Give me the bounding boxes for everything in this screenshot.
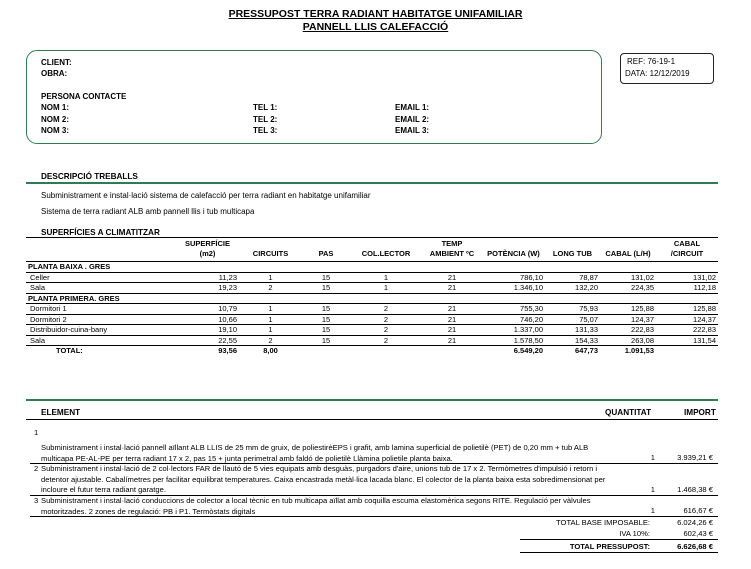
header-cell — [26, 239, 176, 262]
surfaces-cell: 75,93 — [545, 304, 600, 315]
header-cell: LONG TUB — [552, 249, 593, 258]
surfaces-cell: 1 — [350, 283, 422, 294]
surfaces-cell: 1 — [239, 325, 302, 336]
nom1-label: NOM 1: — [41, 103, 69, 112]
surfaces-cell: 1.578,50 — [482, 335, 545, 346]
surfaces-cell: 11,23 — [176, 272, 239, 283]
surfaces-cell: 222,83 — [656, 325, 718, 336]
surfaces-divider — [26, 237, 718, 238]
surfaces-cell: 15 — [302, 304, 350, 315]
surfaces-cell: 1 — [239, 314, 302, 325]
element-3-quantity: 1 — [650, 506, 655, 515]
elements-header-import: IMPORT — [684, 408, 716, 417]
surfaces-table — [26, 239, 718, 356]
surfaces-cell: 112,18 — [656, 283, 718, 294]
reference-date: DATA: 12/12/2019 — [625, 69, 690, 78]
surfaces-row — [26, 272, 718, 283]
surfaces-cell: 21 — [422, 283, 482, 294]
group-name: PLANTA BAIXA . GRES — [26, 262, 718, 273]
surfaces-cell: 224,35 — [600, 283, 656, 294]
totals-bottom-divider — [520, 552, 718, 553]
element-2-text: Subministrament i instal·lació de 2 col·lectors FAR de llautó de 5 vies equipats amb desguàs, purgadors d'aire, unions tub de 17 x 2. Termòmetres d'impulsió i retorn i detentor ajustable. Cabalímetres per facilitar equilibrat temperatures. Caixa encastrada metàl·lica lacada blanc. El colector de la planta baixa esta sobredimensionat per incloure el futur terra radiant garatge. — [41, 464, 606, 494]
surfaces-cell: Dormitori 1 — [26, 304, 176, 315]
elements-divider-top — [26, 399, 718, 401]
base-imposable-label: TOTAL BASE IMPOSABLE: — [556, 518, 650, 527]
reference-number: REF: 76-19-1 — [627, 57, 676, 66]
surfaces-cell: 131,33 — [545, 325, 600, 336]
surfaces-cell: 1.337,00 — [482, 325, 545, 336]
surfaces-cell: Distribuidor-cuina-bany — [26, 325, 176, 336]
surfaces-cell: 15 — [302, 335, 350, 346]
document-subtitle: PANNELL LLIS CALEFACCIÓ — [302, 21, 449, 33]
surfaces-cell: 19,23 — [176, 283, 239, 294]
surfaces-cell: Dormitori 2 — [26, 314, 176, 325]
element-3-amount: 616,67 € — [683, 506, 713, 515]
surfaces-cell: 10,79 — [176, 304, 239, 315]
surfaces-cell: 131,54 — [656, 335, 718, 346]
tel1-label: TEL 1: — [253, 103, 278, 112]
total-cell: 93,56 — [176, 346, 239, 356]
surfaces-cell: 2 — [239, 283, 302, 294]
contact-label: PERSONA CONTACTE — [41, 92, 127, 101]
surfaces-cell: 2 — [350, 325, 422, 336]
surfaces-cell: 755,30 — [482, 304, 545, 315]
surfaces-cell: 2 — [350, 304, 422, 315]
tel3-label: TEL 3: — [253, 126, 278, 135]
surfaces-cell: 15 — [302, 325, 350, 336]
surfaces-group-row — [26, 262, 718, 273]
iva-value: 602,43 € — [683, 529, 713, 538]
surfaces-cell: 10,66 — [176, 314, 239, 325]
surfaces-cell: 21 — [422, 272, 482, 283]
client-label: CLIENT: — [41, 58, 72, 67]
group-name: PLANTA PRIMERA. GRES — [26, 293, 718, 304]
total-cell — [656, 346, 718, 356]
total-cell: TOTAL: — [26, 346, 176, 356]
header-cell: TEMP AMBIENT ºC — [429, 239, 475, 258]
surfaces-heading: SUPERFÍCIES A CLIMATITZAR — [41, 228, 160, 237]
elements-header-quantity: QUANTITAT — [605, 408, 652, 417]
totals-divider — [520, 539, 718, 540]
tel2-label: TEL 2: — [253, 115, 278, 124]
header-cell: PAS — [318, 249, 334, 258]
header-cell: CIRCUITS — [252, 249, 289, 258]
header-cell: SUPERFÍCIE (m2) — [184, 239, 230, 258]
element-2-quantity: 1 — [650, 485, 655, 494]
header-cell: COL.LECTOR — [361, 249, 411, 258]
surfaces-cell: 746,20 — [482, 314, 545, 325]
header-cell: CABAL (L/H) — [605, 249, 651, 258]
total-cell: 647,73 — [545, 346, 600, 356]
surfaces-cell: 2 — [239, 335, 302, 346]
elements-header-element: ELEMENT — [41, 408, 81, 417]
surfaces-cell: Sala — [26, 283, 176, 294]
element-3-number: 3 — [34, 496, 39, 505]
surfaces-cell: 132,20 — [545, 283, 600, 294]
surfaces-cell: Sala — [26, 335, 176, 346]
surfaces-cell: 19,10 — [176, 325, 239, 336]
total-cell: 1.091,53 — [600, 346, 656, 356]
total-cell — [422, 346, 482, 356]
total-cell: 8,00 — [239, 346, 302, 356]
surfaces-cell: 1 — [239, 304, 302, 315]
description-line-2: Sistema de terra radiant ALB amb pannell llis i tub multicapa — [41, 207, 255, 216]
surfaces-row — [26, 283, 718, 294]
surfaces-row — [26, 335, 718, 346]
nom3-label: NOM 3: — [41, 126, 69, 135]
surfaces-cell: 263,08 — [600, 335, 656, 346]
email1-label: EMAIL 1: — [395, 103, 430, 112]
obra-label: OBRA: — [41, 69, 68, 78]
total-cell — [350, 346, 422, 356]
surfaces-header-row — [26, 239, 718, 262]
iva-label: IVA 10%: — [619, 529, 650, 538]
surfaces-cell: 1 — [239, 272, 302, 283]
surfaces-cell: 154,33 — [545, 335, 600, 346]
surfaces-cell: 2 — [350, 335, 422, 346]
nom2-label: NOM 2: — [41, 115, 69, 124]
element-divider — [30, 516, 718, 517]
element-1-number: 1 — [34, 428, 39, 437]
email3-label: EMAIL 3: — [395, 126, 430, 135]
surfaces-row — [26, 304, 718, 315]
surfaces-cell: 786,10 — [482, 272, 545, 283]
surfaces-group-row — [26, 293, 718, 304]
header-cell: POTÈNCIA (W) — [487, 249, 540, 258]
element-2-amount: 1.468,38 € — [677, 485, 713, 494]
surfaces-cell: 2 — [350, 314, 422, 325]
surfaces-cell: 75,07 — [545, 314, 600, 325]
total-pressupost-label: TOTAL PRESSUPOST: — [569, 542, 650, 551]
description-line-1: Subministrament e instal·lació sistema de calefacció per terra radiant en habitatge unifamiliar — [41, 191, 371, 200]
surfaces-cell: 21 — [422, 314, 482, 325]
total-cell — [302, 346, 350, 356]
surfaces-cell: 1 — [350, 272, 422, 283]
surfaces-row — [26, 325, 718, 336]
description-heading: DESCRIPCIÓ TREBALLS — [41, 172, 138, 181]
base-imposable-value: 6.024,26 € — [677, 518, 713, 527]
surfaces-cell: 124,37 — [600, 314, 656, 325]
description-divider — [26, 182, 718, 184]
document-title: PRESSUPOST TERRA RADIANT HABITATGE UNIFAMILIAR — [228, 8, 523, 20]
element-2-number: 2 — [34, 464, 39, 473]
surfaces-row — [26, 314, 718, 325]
surfaces-cell: 222,83 — [600, 325, 656, 336]
surfaces-cell: 21 — [422, 304, 482, 315]
surfaces-cell: 15 — [302, 314, 350, 325]
element-3-text: Subministrament i instal·lació conduccions de colector a local tècnic en tub multicapa aïllat amb coquilla escuma elastomèrica segons RITE. Regulació per vàlvules motoritzades. 2 zones de regulació: PB i P1. Termòstats digitals — [41, 496, 591, 516]
total-cell: 6.549,20 — [482, 346, 545, 356]
surfaces-cell: 78,87 — [545, 272, 600, 283]
surfaces-cell: Celler — [26, 272, 176, 283]
surfaces-cell: 125,88 — [600, 304, 656, 315]
header-cell: CABAL /CIRCUIT — [670, 239, 704, 258]
surfaces-cell: 21 — [422, 335, 482, 346]
element-1-text: Subministrament i instal·lació pannell aïllant ALB LLIS de 25 mm de gruix, de poliestirèEPS i grafit, amb lamina superficial de polietilè (PET) de 0,20 mm + tub ALB multicapa PE-AL-PE per terra radiant 17 x 2, pas 15 + junta perimetral amb faldó de polietilè Llàmina polietile planta baixa. — [41, 443, 589, 463]
email2-label: EMAIL 2: — [395, 115, 430, 124]
surfaces-cell: 21 — [422, 325, 482, 336]
surfaces-cell: 125,88 — [656, 304, 718, 315]
surfaces-cell: 22,55 — [176, 335, 239, 346]
surfaces-cell: 124,37 — [656, 314, 718, 325]
surfaces-cell: 15 — [302, 283, 350, 294]
surfaces-cell: 15 — [302, 272, 350, 283]
surfaces-cell: 131,02 — [656, 272, 718, 283]
total-pressupost-value: 6.626,68 € — [677, 542, 713, 551]
surfaces-cell: 131,02 — [600, 272, 656, 283]
surfaces-cell: 1.346,10 — [482, 283, 545, 294]
surfaces-total-row — [26, 346, 718, 356]
element-1-amount: 3.939,21 € — [677, 453, 713, 462]
elements-header-divider — [26, 419, 718, 420]
element-1-quantity: 1 — [650, 453, 655, 462]
